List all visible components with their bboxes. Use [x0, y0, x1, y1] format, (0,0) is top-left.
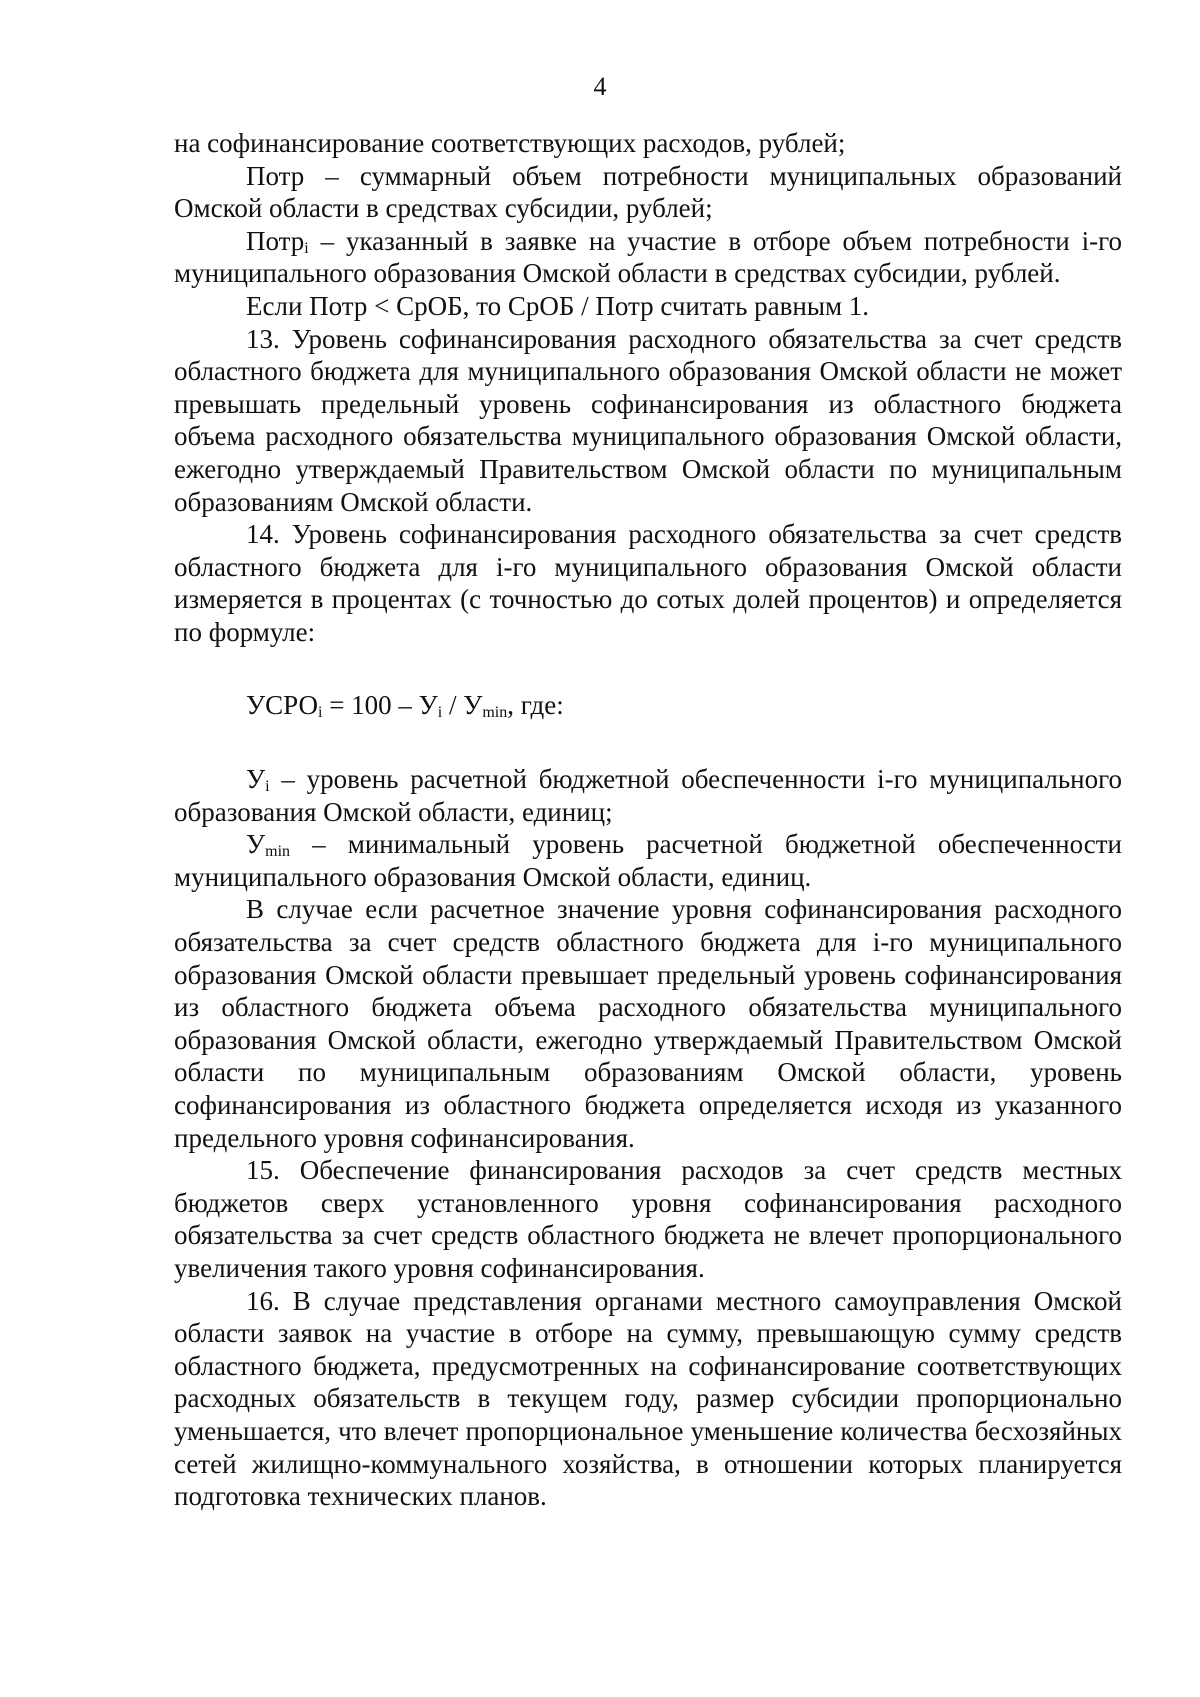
potr-i-symbol: Потр: [246, 225, 305, 256]
ymin-text: – минимальный уровень расчетной бюджетной обеспеченности муниципального образования Омской области, единиц.: [174, 829, 1129, 892]
potr-i-text: – указанный в заявке на участие в отборе объем потребности i-го муниципального образования Омской области в средствах субсидии, рублей.: [174, 225, 1129, 289]
formula-part-minus: = 100 – У: [322, 689, 438, 720]
yi-text: – уровень расчетной бюджетной обеспеченности i-го муниципального образования Омской области, единиц;: [174, 764, 1129, 827]
document-body: [174, 127, 1129, 1513]
potr-i-subscript: i: [304, 239, 309, 257]
formula-part-where: , где:: [507, 689, 564, 720]
paragraph-16: 16. В случае представления органами местного самоуправления Омской области заявок на участие в отборе на сумму, превышающую сумму средств областного бюджета, предусмотренных на софинансирование соответствующих расходных обязательств в текущем году, размер субсидии пропорционально уменьшается, что влечет пропорциональное уменьшение количества бесхозяйных сетей жилищно-коммунального хозяйства, в отношении которых планируется подготовка технических планов.: [174, 1285, 1129, 1512]
formula-part-usro: УСРО: [246, 689, 318, 720]
paragraph-potr-definition: Потр – суммарный объем потребности муниципальных образований Омской области в средствах субсидии, рублей;: [174, 160, 1129, 224]
formula-sub-usro: i: [317, 703, 323, 721]
formula-sub-yi: i: [437, 703, 443, 721]
paragraph-condition: Если Потр < СрОБ, то СрОБ / Потр считать равным 1.: [246, 290, 870, 321]
definition-yi: [174, 763, 1129, 828]
yi-subscript: i: [265, 778, 270, 796]
definition-ymin: [174, 828, 1129, 893]
paragraph-continuation: на софинансирование соответствующих расходов, рублей;: [174, 128, 846, 158]
paragraph-14: 14. Уровень софинансирования расходного обязательства за счет средств областного бюджета для i-го муниципального образования Омской области измеряется в процентах (с точностью до сотых долей процентов) и определяется по формуле:: [174, 519, 1129, 647]
paragraph-limit-case: В случае если расчетное значение уровня софинансирования расходного обязательства за счет средств областного бюджета для i-го муниципального образования Омской области превышает предельный уровень софинансирования из областного бюджета объема расходного обязательства муниципального образования Омской области, ежегодно утверждаемый Правительством Омской области по муниципальным образованиям Омской области, уровень софинансирования из областного бюджета определяется исходя из указанного предельного уровня софинансирования.: [174, 894, 1129, 1153]
paragraph-potr-i-definition: [174, 225, 1129, 290]
formula-part-divide: / У: [442, 689, 483, 720]
page-number: 4: [593, 72, 607, 101]
paragraph-15: 15. Обеспечение финансирования расходов за счет средств местных бюджетов сверх установленного уровня софинансирования расходного обязательства за счет средств областного бюджета не влечет пропорционального увеличения такого уровня софинансирования.: [174, 1155, 1129, 1283]
formula-usro: [174, 689, 1122, 722]
formula-sub-ymin: min: [482, 703, 508, 721]
ymin-subscript: min: [265, 843, 291, 861]
paragraph-13: 13. Уровень софинансирования расходного обязательства за счет средств областного бюджета для муниципального образования Омской области не может превышать предельный уровень софинансирования из областного бюджета объема расходного обязательства муниципального образования Омской области, ежегодно утверждаемый Правительством Омской области по муниципальным образованиям Омской области.: [174, 323, 1129, 517]
ymin-symbol: У: [246, 829, 266, 860]
yi-symbol: У: [246, 764, 266, 795]
